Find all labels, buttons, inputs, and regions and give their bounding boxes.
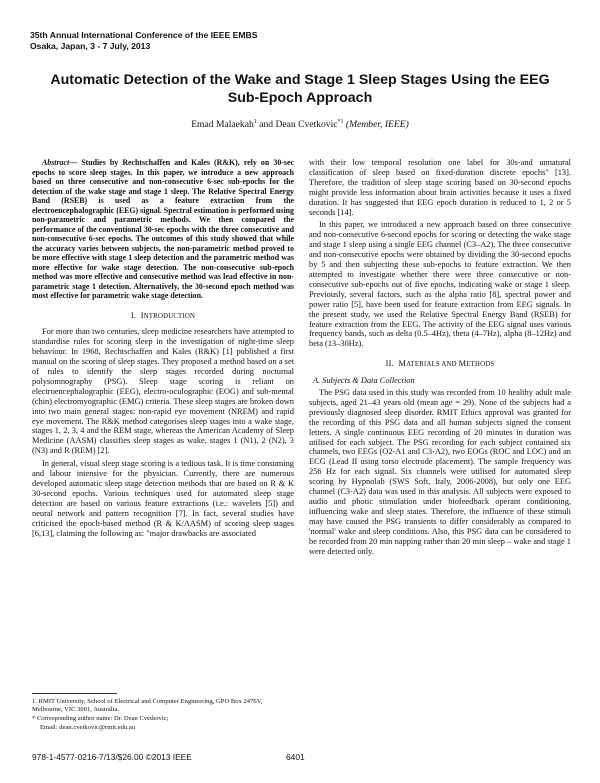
section-heading-introduction: I. INTRODUCTION bbox=[130, 310, 196, 320]
conference-location: Osaka, Japan, 3 - 7 July, 2013 bbox=[30, 40, 151, 51]
abstract-text: — Studies by Rechtschaffen and Kales (R&K), rely on 30-sec epochs to score sleep stages. In this paper, we introduce a new approach based on three consecutive and non-consecutive 6-sec sub-epochs for the detection of the wake stage and stage 1 sleep. The Relative Spectral Energy Band (RSEB) is used as a feature extraction from the electroencephalographic (EEG) signal. Spectral estimation is performed using non-parametric and parametric methods. We then compared the performance of the conventional 30-sec epochs with the three consecutive and non-consecutive 6-sec epochs. The outcomes of this study showed that while the accuracy varies between subjects, the non-parametric method proved to be more effective with stage 1 sleep detection and the parametric method was more effective for wake stage detection. The non-consecutive sub-epoch method was more effective and consecutive method was lead effective in non-parametric stage 1 detection. Alternatively, the 30-second epoch method was most effective for parametric wake stage detection. bbox=[32, 158, 294, 300]
author-line bbox=[50, 116, 550, 131]
author-1: Emad Malaekah bbox=[191, 119, 254, 131]
data-collection-paragraph: The PSG data used in this study was recorded from 10 healthy adult male subjects, aged 21–43 years old (mean age = 29). None of the subjects had a previously diagnosed sleep disorder. RMIT Ethics approval was granted for the recording of this PSG data and all human subjects signed the consent letters. A single continuous EEG recording of 20 minutes in duration was utilised for each subject. The PSG recording for each subject contained six channels, two EEGs (O2-A1 and C3-A2), two EOGs (ROC and LOC) and an ECG (Lead II using torso electrode placement). The sample frequency was 256 Hz for each signal. Six channels were utilised for automated sleep scoring by Hypnolab (SWS Soft, Italy, 2006-2008), but only one EEG channel (C3-A2) data was used in this analysis. All subjects were exposed to audio and photic stimulation under biofeedback operant conditioning, influencing wake and sleep states. Therefore, the influence of these stimuli may have caused the PSG transients to differ considerably as compared to 'normal' wake and sleep conditions. Also, this PSG data can be considered to be recorded from 20 min napping rather than 20 min sleep – wake and stage 1 were detected only. bbox=[309, 388, 571, 556]
abstract bbox=[32, 158, 294, 301]
footer-isbn: 978-1-4577-0216-7/13/$26.00 ©2013 IEEE bbox=[32, 752, 192, 762]
author-2-affiliation: *1 bbox=[337, 119, 344, 125]
footnote-email: Email: dean.cvetkovic@rmit.edu.au bbox=[40, 724, 136, 731]
footnote-corresponding: * Corresponding author name: Dr. Dean Cvetkovic; bbox=[32, 715, 169, 722]
left-column bbox=[32, 158, 294, 541]
author-2: and Dean Cvetkovic bbox=[256, 119, 338, 131]
section-heading-materials-methods: II. MATERIALS AND METHODS bbox=[385, 359, 495, 369]
footnote-rule bbox=[32, 693, 117, 694]
intro-paragraph-2: In general, visual sleep stage scoring is a tedious task. It is time consuming and labour intensive for the physician. Currently, there are numerous developed automatic sleep stage detection methods that are based on R & K 30-second epochs. Various techniques used for automated sleep stage detection are based on various feature extractions (i.e.: wavelets [5]) and neural network and pattern recognition [7]. In fact, several studies have criticised the epoch-based method (R & K/AASM) of scoring sleep stages [6,13], claiming the following as: "major drawbacks are associated bbox=[32, 459, 294, 538]
footnotes bbox=[32, 698, 294, 733]
paper-title: Automatic Detection of the Wake and Stage 1 Sleep Stages Using the EEG Sub-Epoch Approach bbox=[50, 72, 550, 106]
abstract-label: Abstract bbox=[42, 158, 70, 167]
conference-header bbox=[30, 30, 257, 51]
conference-name: 35th Annual International Conference of the IEEE EMBS bbox=[30, 30, 258, 40]
footnote-affiliation: 1. RMIT University, School of Electrical and Computer Engineering, GPO Box 2476V, Melbourne, VIC 3001, Australia. bbox=[32, 698, 263, 713]
right-paragraph-2: In this paper, we introduced a new approach based on three consecutive and non-consecutive 6-second epochs for scoring or detecting the wake stage and stage 1 sleep using a single EEG channel (C3–A2). The three consecutive and non-consecutive epochs were obtained by dividing the 30-second epochs by 5 and then subjecting these sub-epochs to feature extraction. We then attempted to investigate whether there were three consecutive or non-consecutive sub-epochs out of five epochs, indicating wake or stage 1 sleep. Previously, several factors, such as the alpha ratio [8], spectral power and power ratio [5], have been used for feature extraction from EEG signals. In the present study, we used the Relative Spectral Energy Band (RSEB) for feature extraction from the EEG. The activity of the EEG signal uses various frequency bands, such as delta (0.5–4Hz), theta (4–7Hz), alpha (8–12Hz) and beta (13–30Hz). bbox=[309, 220, 571, 349]
author-2-membership: (Member, IEEE) bbox=[343, 119, 409, 131]
right-paragraph-1: with their low temporal resolution one label for 30s-and unnatural classification of sleep based on fixed-duration discrete epochs" [13]. Therefore, the tradition of sleep stage scoring based on 30-second epochs might provide less information about brain activities because it uses a fixed duration. It has suggested that EEG epoch duration is reduced to 1, 2 or 5 seconds [14]. bbox=[309, 158, 571, 217]
page-number: 6401 bbox=[286, 752, 305, 762]
author-1-affiliation: 1 bbox=[253, 119, 257, 125]
intro-paragraph-1: For more than two centuries, sleep medicine researchers have attempted to standardise rules for scoring sleep in the investigation of night-time sleep behaviour. In 1968, Rechtschaffen and Kales (R&K) [1] published a first manual on the scoring of sleep stages. They proposed a method based on a set of rules to identify the sleep stages recorded during nocturnal polysomnography (PSG). Sleep stage scoring is reliant on electroencephalographic (EEG), electro-oculographic (EOG) and sub-mental (chin) electromyographic (EMG) criteria. These sleep stages are broken down into two main general stages: non-rapid eye movement (NREM) and rapid eye movement. The R&K method categorises sleep stages into a wake stage, stages 1, 2, 3, 4 and the REM stage, whereas the American Academy of Sleep Medicine (AASM) classifies sleep stages as wake, stages 1 (N1), 2 (N2), 3 (N3) and R (REM) [2]. bbox=[32, 327, 294, 456]
right-column bbox=[309, 158, 571, 559]
subsection-heading: A. Subjects & Data Collection bbox=[313, 376, 415, 386]
